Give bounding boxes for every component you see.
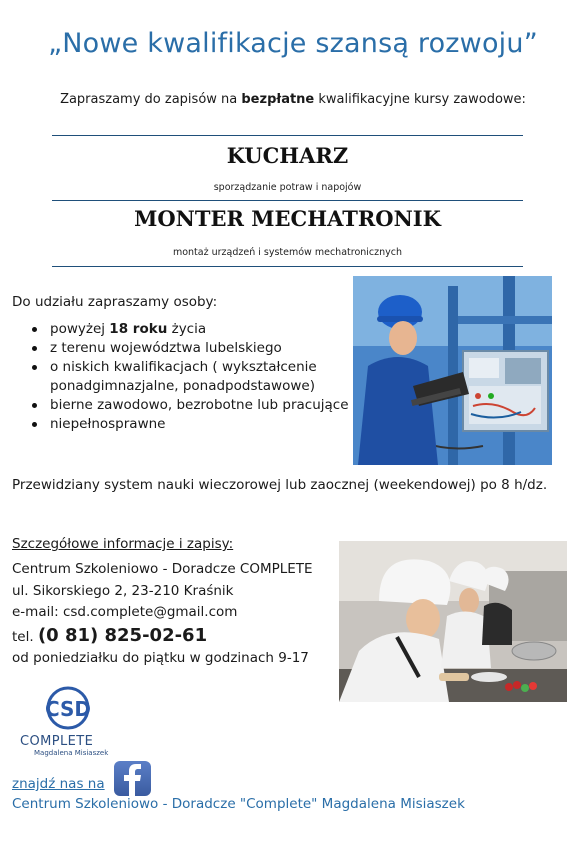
intro-text	[0, 92, 586, 107]
divider	[52, 266, 523, 267]
bullet-text: powyżej	[50, 321, 110, 337]
phone-prefix: tel.	[12, 629, 38, 645]
list-item: z terenu województwa lubelskiego	[30, 339, 350, 358]
contact-email[interactable]: e-mail: csd.complete@gmail.com	[12, 604, 238, 620]
study-system-text: Przewidziany system nauki wieczorowej lub zaocznej (weekendowej) po 8 h/dz.	[12, 477, 548, 493]
phone-number[interactable]: (0 81) 825-02-61	[37, 625, 208, 646]
bullet-bold: 18 roku	[109, 321, 168, 337]
intro-bold: bezpłatne	[241, 92, 315, 107]
contact-org: Centrum Szkoleniowo - Doradcze COMPLETE	[12, 561, 313, 577]
intro-after: kwalifikacyjne kursy zawodowe:	[314, 92, 526, 107]
details-heading: Szczegółowe informacje i zapisy:	[12, 536, 234, 552]
chef-photo	[339, 541, 567, 702]
list-item: bierne zawodowo, bezrobotne lub pracujące	[30, 396, 350, 415]
facebook-page-name[interactable]: Centrum Szkoleniowo - Doradcze "Complete" Magdalena Misiaszek	[12, 796, 465, 812]
course-desc-kucharz: sporządzanie potraw i napojów	[213, 182, 362, 193]
facebook-link-text[interactable]: znajdź nas na	[12, 776, 105, 792]
facebook-icon[interactable]	[114, 761, 151, 796]
page-title: „Nowe kwalifikacje szansą rozwoju”	[48, 28, 538, 59]
contact-phone	[12, 625, 207, 646]
list-item: o niskich kwalifikacjach ( wykształcenie ponadgimnazjalne, ponadpodstawowe)	[30, 358, 350, 396]
bullet-text: życia	[167, 321, 207, 337]
contact-hours: od poniedziałku do piątku w godzinach 9-17	[12, 650, 309, 666]
logo-owner: Magdalena Misiaszek	[34, 749, 109, 757]
contact-address: ul. Sikorskiego 2, 23-210 Kraśnik	[12, 583, 234, 599]
intro-before: Zapraszamy do zapisów na	[60, 92, 242, 107]
divider	[52, 200, 523, 201]
course-title-monter: MONTER MECHATRONIK	[134, 206, 441, 231]
svg-text:CSD: CSD	[44, 697, 92, 721]
list-item	[30, 320, 350, 339]
participants-heading: Do udziału zapraszamy osoby:	[12, 294, 218, 310]
logo-word: COMPLETE	[20, 734, 94, 749]
list-item: niepełnosprawne	[30, 415, 350, 434]
course-title-kucharz: KUCHARZ	[226, 143, 349, 168]
divider	[52, 135, 523, 136]
mechatronics-photo	[353, 276, 552, 465]
participants-list	[30, 320, 350, 434]
course-desc-monter: montaż urządzeń i systemów mechatronicznych	[172, 247, 403, 258]
